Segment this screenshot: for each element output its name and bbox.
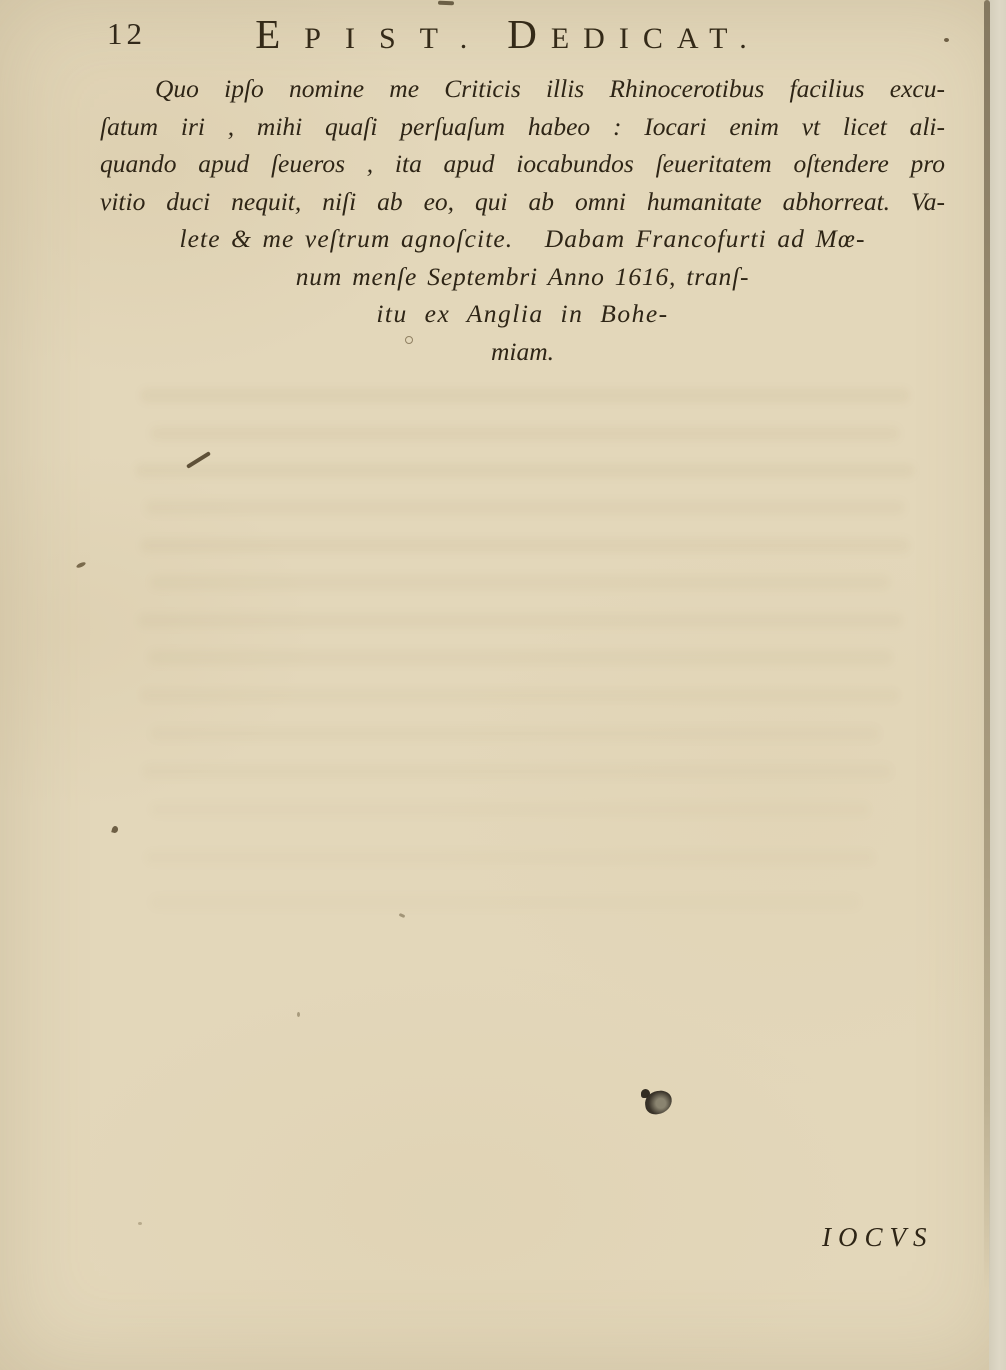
text-line-6: num menſe Septembri Anno 1616, tranſ- xyxy=(295,261,750,291)
text-line-8: miam. xyxy=(490,336,555,366)
ink-speck xyxy=(111,825,119,833)
ink-speck xyxy=(138,1222,142,1225)
text-line-2: ſatum iri , mihi quaſi perſuaſum habeo : Iocari enim vt licet ali- xyxy=(100,111,945,141)
show-through-mark xyxy=(140,538,910,553)
page-number: 12 xyxy=(107,16,146,51)
show-through-mark xyxy=(148,650,893,665)
catchword: IOCVS xyxy=(822,1222,934,1252)
page-crease-line xyxy=(984,0,990,1290)
show-through-mark xyxy=(150,895,860,910)
running-title xyxy=(16,10,1000,58)
show-through-mark xyxy=(140,388,910,403)
page-edge-strip xyxy=(989,0,1006,1370)
text-line-1: Quo ipſo nomine me Criticis illis Rhinocerotibus facilius excu- xyxy=(155,74,945,103)
running-title-dedicat: DEDICAT. xyxy=(507,11,761,57)
ink-speck xyxy=(399,913,406,918)
ink-speck xyxy=(76,561,87,569)
show-through-mark xyxy=(145,500,905,515)
running-title-epist: EPIST. xyxy=(255,11,492,57)
text-line-7: itu ex Anglia in Bohe- xyxy=(376,299,669,328)
text-line-3: quando apud ſeueros , ita apud iocabundos ſeueritatem oſtendere pro xyxy=(100,149,945,178)
show-through-mark xyxy=(150,575,890,590)
text-line-5: lete & me veſtrum agnoſcite. Dabam Francofurti ad Mœ- xyxy=(179,224,866,253)
show-through-mark xyxy=(138,613,903,628)
show-through-mark xyxy=(145,850,875,865)
show-through-mark xyxy=(150,426,900,441)
ink-speck xyxy=(405,336,413,344)
ink-speck xyxy=(297,1012,300,1017)
running-head xyxy=(0,10,984,58)
show-through-mark xyxy=(135,463,915,478)
show-through-mark xyxy=(150,726,880,741)
text-line-4: vitio duci nequit, niſi ab eo, qui ab omni humanitate abhorreat. Va- xyxy=(100,186,945,216)
dedication-text xyxy=(100,70,945,370)
show-through-mark xyxy=(140,688,900,703)
ink-speck xyxy=(438,1,454,6)
show-through-mark xyxy=(150,802,870,817)
show-through-mark xyxy=(142,764,892,779)
ink-speck xyxy=(944,38,949,42)
